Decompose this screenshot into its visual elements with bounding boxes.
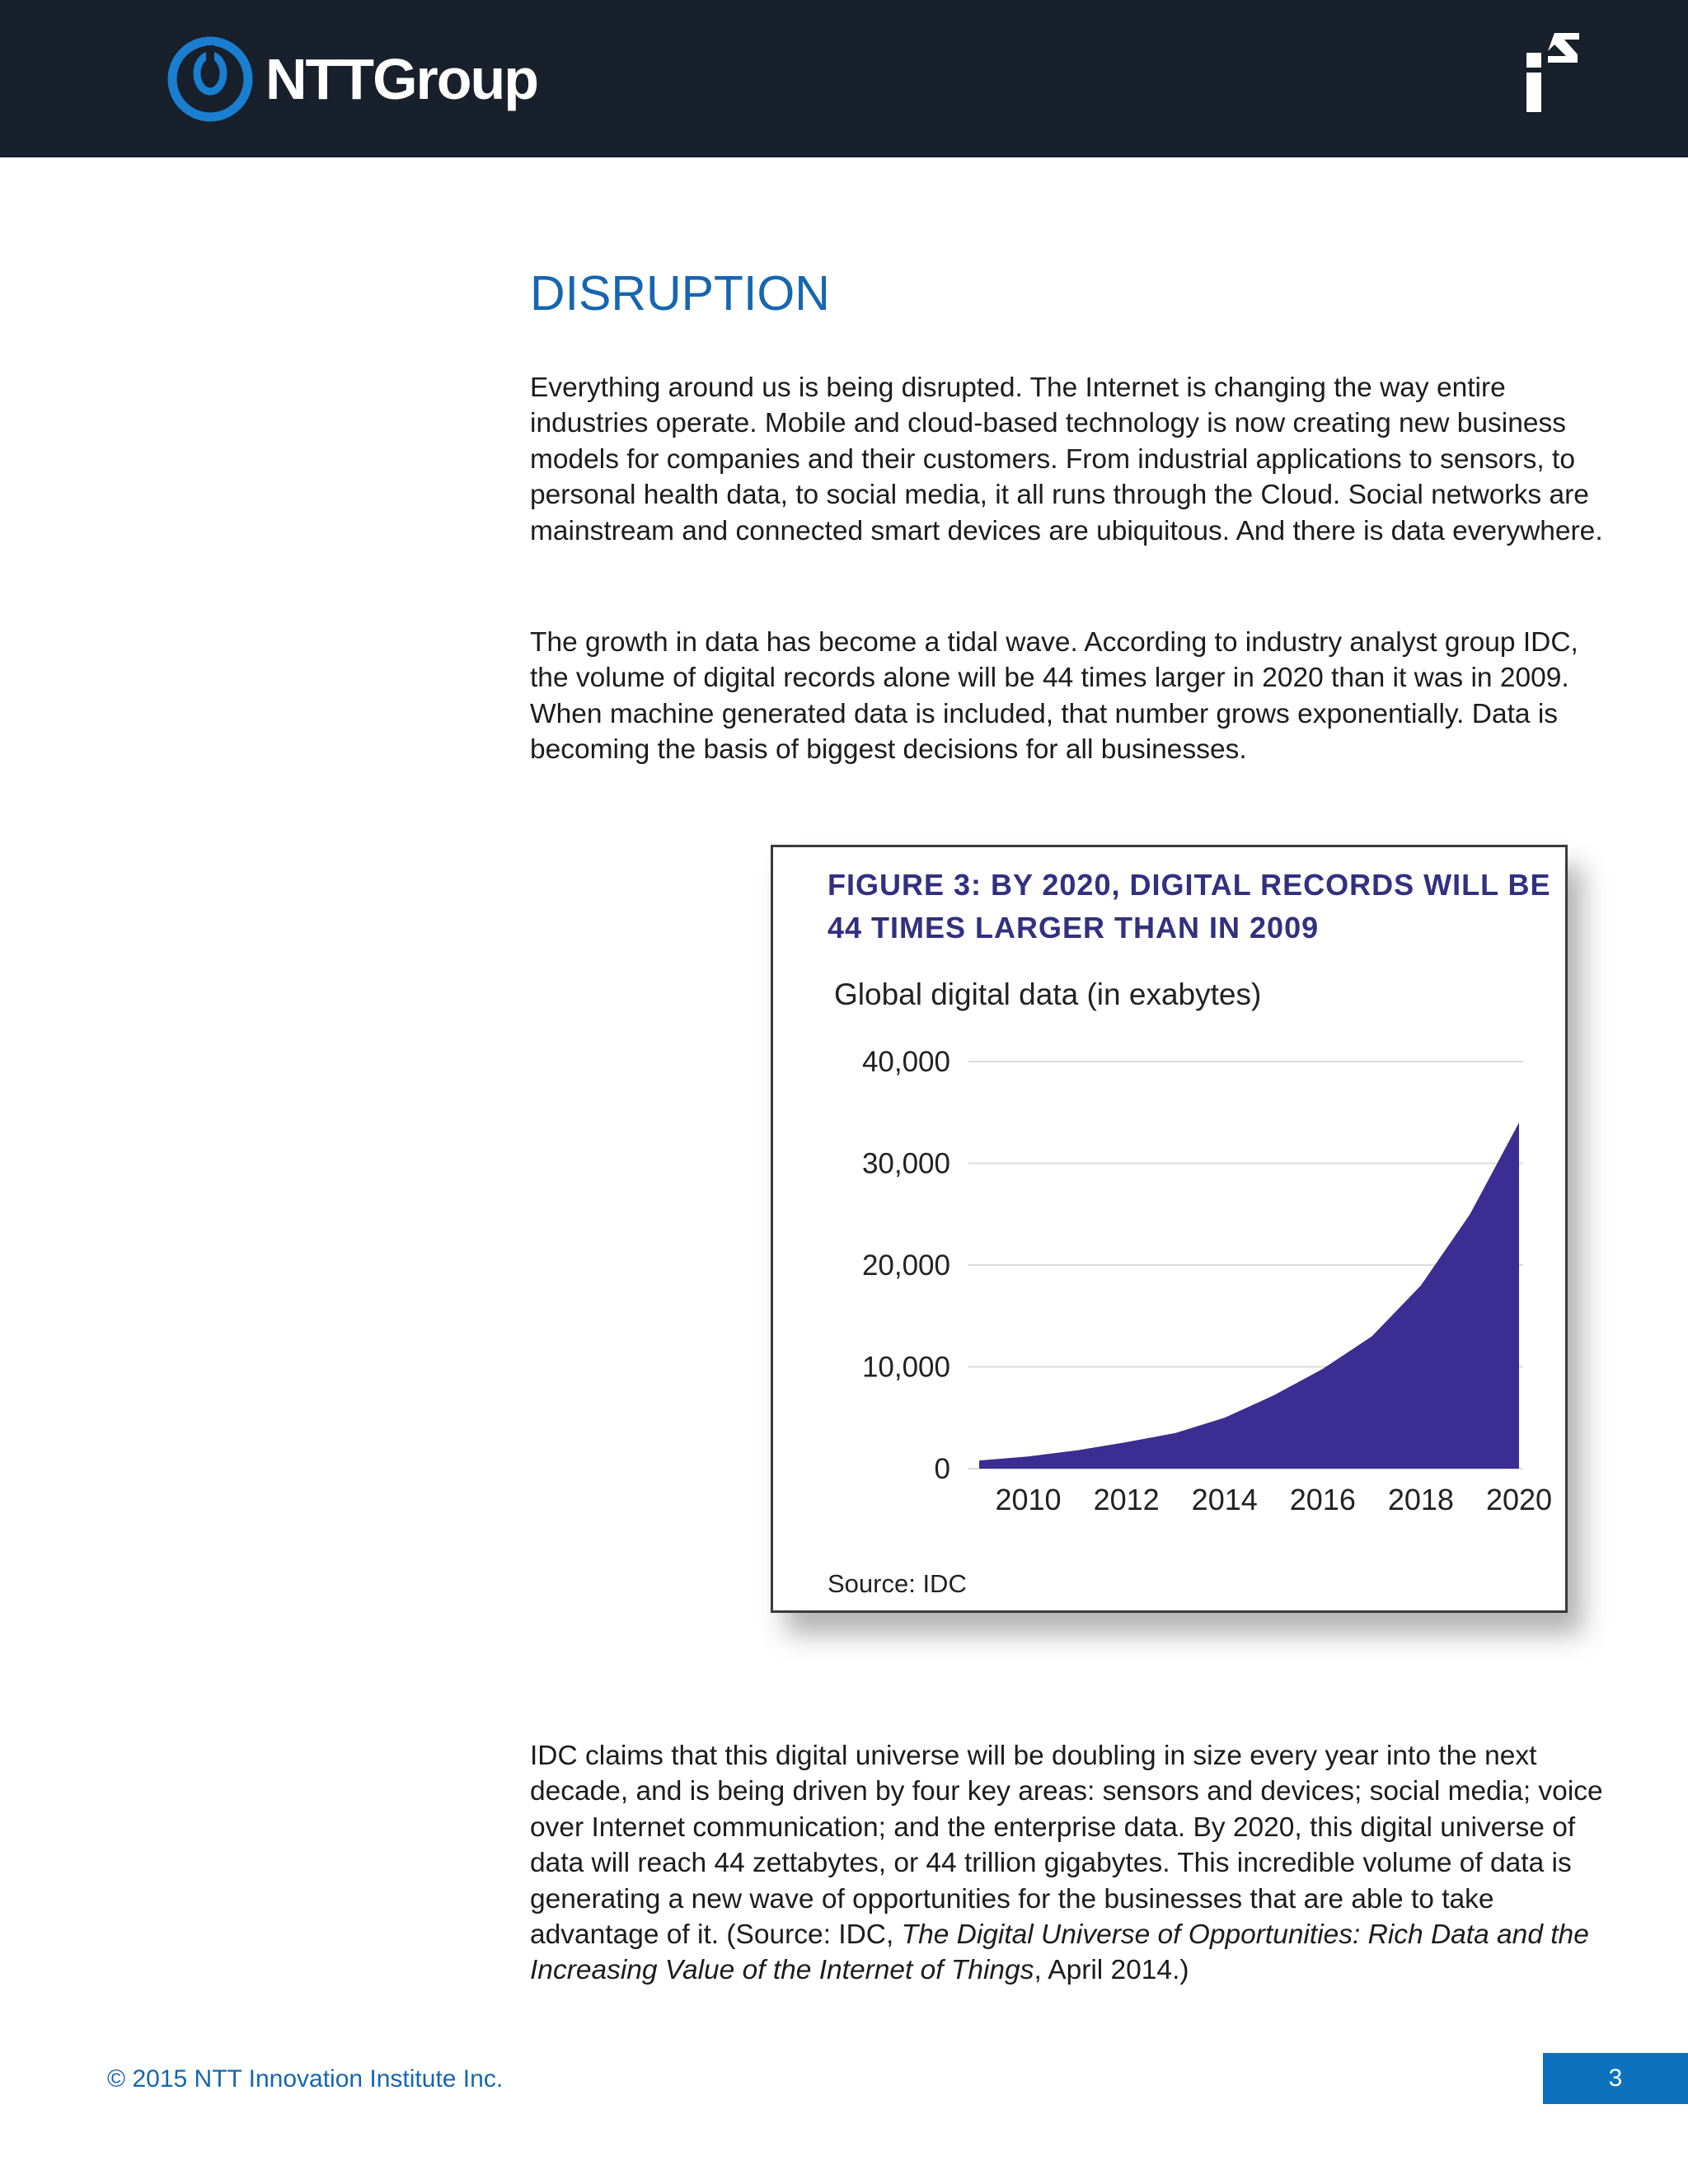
footer-copyright — [107, 2067, 503, 2092]
y-tick-label: 30,000 — [861, 1147, 950, 1180]
brand-text: NTTGroup — [265, 47, 538, 111]
p3-report-title: The Digital Universe of Opportunities: Rich Data and the Increasing Value of the Internet of Things — [530, 1919, 1589, 1986]
ntt-group-logo — [166, 36, 537, 122]
y-axis-label: Global digital data (in exabytes) — [834, 977, 1262, 1011]
y-tick-label: 40,000 — [861, 1046, 950, 1078]
figure-3 — [771, 845, 1568, 1613]
x-tick-label: 2016 — [1289, 1483, 1356, 1516]
p3-text: IDC claims that this digital universe will be doubling in size every year into the next decade, and is being driven by four key areas: sensors and devices; social media; voice over Internet communication; and the enterprise data. By 2020, this digital universe of data will reach 44 zettabytes, or 44 trillion gigabytes. This incredible volume of data is generating a new wave of opportunities for the businesses that are able to take advantage of it. (Source: IDC, — [530, 1741, 1603, 1951]
copyright-symbol: © — [107, 2065, 126, 2093]
i3-logo-icon — [1525, 30, 1582, 115]
x-tick-label: 2018 — [1387, 1483, 1454, 1516]
series-area — [979, 1122, 1519, 1469]
area-chart — [773, 847, 1565, 1610]
y-tick-label: 10,000 — [861, 1351, 950, 1384]
x-tick-label: 2014 — [1191, 1483, 1258, 1516]
copyright-text: 2015 NTT Innovation Institute Inc. — [132, 2065, 504, 2093]
page-number: 3 — [1543, 2053, 1688, 2104]
y-tick-label: 20,000 — [861, 1249, 950, 1282]
figure-source: Source: IDC — [828, 1569, 967, 1598]
ntt-ring-logo-icon — [166, 35, 254, 123]
y-tick-label: 0 — [934, 1453, 950, 1485]
section-title: DISRUPTION — [530, 266, 830, 321]
paragraph-disruption: Everything around us is being disrupted. The Internet is changing the way entire industries operate. Mobile and cloud-based technology is now creating new business models for companies and their customers. From industrial applications to sensors, to personal health data, to social media, it all runs through the Cloud. Social networks are mainstream and connected smart devices are ubiquitous. And there is data everywhere. — [530, 373, 1603, 546]
paragraph-data-growth: The growth in data has become a tidal wave. According to industry analyst group IDC, the volume of digital records alone will be 44 times larger in 2020 than it was in 2009. When machine generated data is included, that number grows exponentially. Data is becoming the basis of biggest decisions for all businesses. — [530, 627, 1578, 766]
p3-text-end: , April 2014.) — [1034, 1955, 1189, 1986]
page-header — [0, 0, 1688, 157]
paragraph-idc-claims — [530, 1738, 1618, 1989]
x-tick-label: 2012 — [1093, 1483, 1160, 1516]
x-tick-label: 2020 — [1485, 1483, 1553, 1516]
x-tick-label: 2010 — [995, 1483, 1062, 1516]
figure-title: FIGURE 3: BY 2020, DIGITAL RECORDS WILL BE 44 TIMES LARGER THAN IN 2009 — [828, 868, 1551, 944]
